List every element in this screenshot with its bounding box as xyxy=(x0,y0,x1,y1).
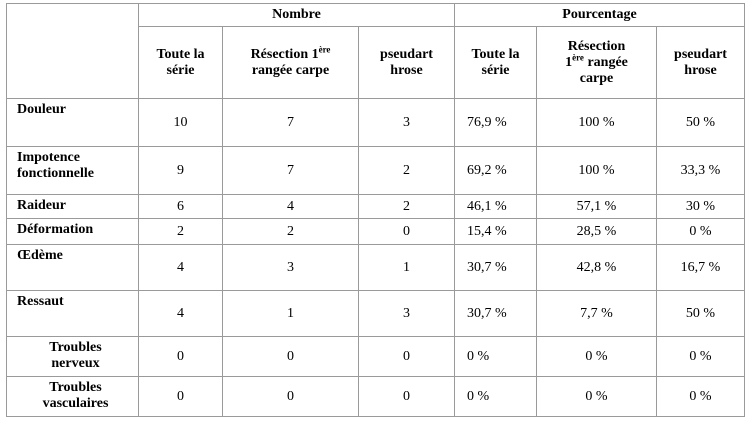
table-cell: 2 xyxy=(223,219,359,245)
row-label xyxy=(7,291,139,337)
table-cell: 7 xyxy=(223,99,359,147)
table-row xyxy=(7,377,745,417)
table-cell: 100 % xyxy=(537,147,657,195)
sub-header-line: pseudart xyxy=(674,46,727,62)
row-label xyxy=(7,219,139,245)
table-cell: 3 xyxy=(359,291,455,337)
sub-header-resection xyxy=(223,27,359,99)
row-label-line: Déformation xyxy=(17,222,94,237)
table-cell: 100 % xyxy=(537,99,657,147)
table-row xyxy=(7,99,745,147)
sub-header-pseudarthrose-pct xyxy=(657,27,745,99)
superscript: ère xyxy=(318,43,331,54)
table-cell: 9 xyxy=(139,147,223,195)
table-cell: 0 xyxy=(359,337,455,377)
table-cell: 4 xyxy=(223,195,359,219)
table-cell: 0 xyxy=(359,377,455,417)
table-row xyxy=(7,245,745,291)
table-cell: 7,7 % xyxy=(537,291,657,337)
row-label-line: Raideur xyxy=(17,198,66,213)
sub-header-toute-la-serie-pct xyxy=(455,27,537,99)
table-cell: 0 xyxy=(223,377,359,417)
table-cell: 0 % xyxy=(657,219,745,245)
table-cell: 4 xyxy=(139,291,223,337)
sub-header-line: carpe xyxy=(579,70,614,86)
sub-header-line: rangée carpe xyxy=(251,62,330,78)
table-cell: 1 xyxy=(223,291,359,337)
superscript: ère xyxy=(572,51,584,62)
row-label-line: fonctionnelle xyxy=(17,166,94,181)
table-cell: 3 xyxy=(359,99,455,147)
table-cell: 0 % xyxy=(455,377,537,417)
table-cell: 42,8 % xyxy=(537,245,657,291)
sub-header-resection-pct xyxy=(537,27,657,99)
table-cell: 7 xyxy=(223,147,359,195)
sub-header-line: 1 xyxy=(565,54,573,70)
table-cell: 6 xyxy=(139,195,223,219)
table-row xyxy=(7,195,745,219)
row-label-line: Troubles xyxy=(49,340,102,355)
row-label-line: vasculaires xyxy=(42,396,109,411)
table-cell: 33,3 % xyxy=(657,147,745,195)
table-cell: 0 % xyxy=(537,337,657,377)
table-cell: 50 % xyxy=(657,99,745,147)
table-cell: 0 % xyxy=(537,377,657,417)
row-label xyxy=(7,147,139,195)
row-label xyxy=(7,337,139,377)
table-cell: 0 xyxy=(139,337,223,377)
table-row xyxy=(7,291,745,337)
table-cell: 1 xyxy=(359,245,455,291)
sub-header-line: rangée xyxy=(583,54,628,70)
row-label-line: Douleur xyxy=(17,102,66,117)
table-row xyxy=(7,337,745,377)
table-cell: 0 % xyxy=(455,337,537,377)
sub-header-line: Résection xyxy=(567,38,626,54)
table-cell: 57,1 % xyxy=(537,195,657,219)
row-label-line: Impotence xyxy=(17,150,80,165)
sub-header-line: série xyxy=(166,62,195,78)
row-label xyxy=(7,99,139,147)
table-cell: 30 % xyxy=(657,195,745,219)
sub-header-line: Toute la xyxy=(471,46,520,62)
table-cell: 0 xyxy=(223,337,359,377)
row-label-line: nerveux xyxy=(51,356,100,371)
table-cell: 2 xyxy=(139,219,223,245)
table-cell: 15,4 % xyxy=(455,219,537,245)
results-table xyxy=(6,3,745,417)
sub-header-line: hrose xyxy=(684,62,717,78)
sub-header-line: pseudart xyxy=(380,46,433,62)
row-label-line: Œdème xyxy=(17,248,63,263)
table-cell: 30,7 % xyxy=(455,291,537,337)
table-cell: 2 xyxy=(359,147,455,195)
sub-header-line: hrose xyxy=(390,62,423,78)
row-label-line: Troubles xyxy=(49,380,102,395)
row-label xyxy=(7,195,139,219)
group-header-row xyxy=(7,4,745,27)
table-body xyxy=(7,99,745,417)
table-cell: 16,7 % xyxy=(657,245,745,291)
table-row xyxy=(7,147,745,195)
sub-header-line: série xyxy=(481,62,510,78)
table-cell: 76,9 % xyxy=(455,99,537,147)
sub-header-toute-la-serie xyxy=(139,27,223,99)
sub-header-line: Toute la xyxy=(156,46,205,62)
table-cell: 28,5 % xyxy=(537,219,657,245)
sub-header-pseudarthrose xyxy=(359,27,455,99)
results-table-container xyxy=(6,3,745,417)
table-cell: 3 xyxy=(223,245,359,291)
empty-corner-cell xyxy=(7,4,139,99)
table-cell: 2 xyxy=(359,195,455,219)
table-cell: 10 xyxy=(139,99,223,147)
group-header-pourcentage: Pourcentage xyxy=(455,4,745,27)
table-cell: 30,7 % xyxy=(455,245,537,291)
table-cell: 46,1 % xyxy=(455,195,537,219)
table-cell: 0 % xyxy=(657,377,745,417)
group-header-nombre: Nombre xyxy=(139,4,455,27)
table-cell: 50 % xyxy=(657,291,745,337)
table-cell: 0 xyxy=(139,377,223,417)
table-cell: 69,2 % xyxy=(455,147,537,195)
row-label-line: Ressaut xyxy=(17,294,64,309)
table-cell: 0 % xyxy=(657,337,745,377)
table-cell: 4 xyxy=(139,245,223,291)
row-label xyxy=(7,377,139,417)
sub-header-line: Résection 1 xyxy=(250,46,319,62)
table-row xyxy=(7,219,745,245)
table-cell: 0 xyxy=(359,219,455,245)
row-label xyxy=(7,245,139,291)
